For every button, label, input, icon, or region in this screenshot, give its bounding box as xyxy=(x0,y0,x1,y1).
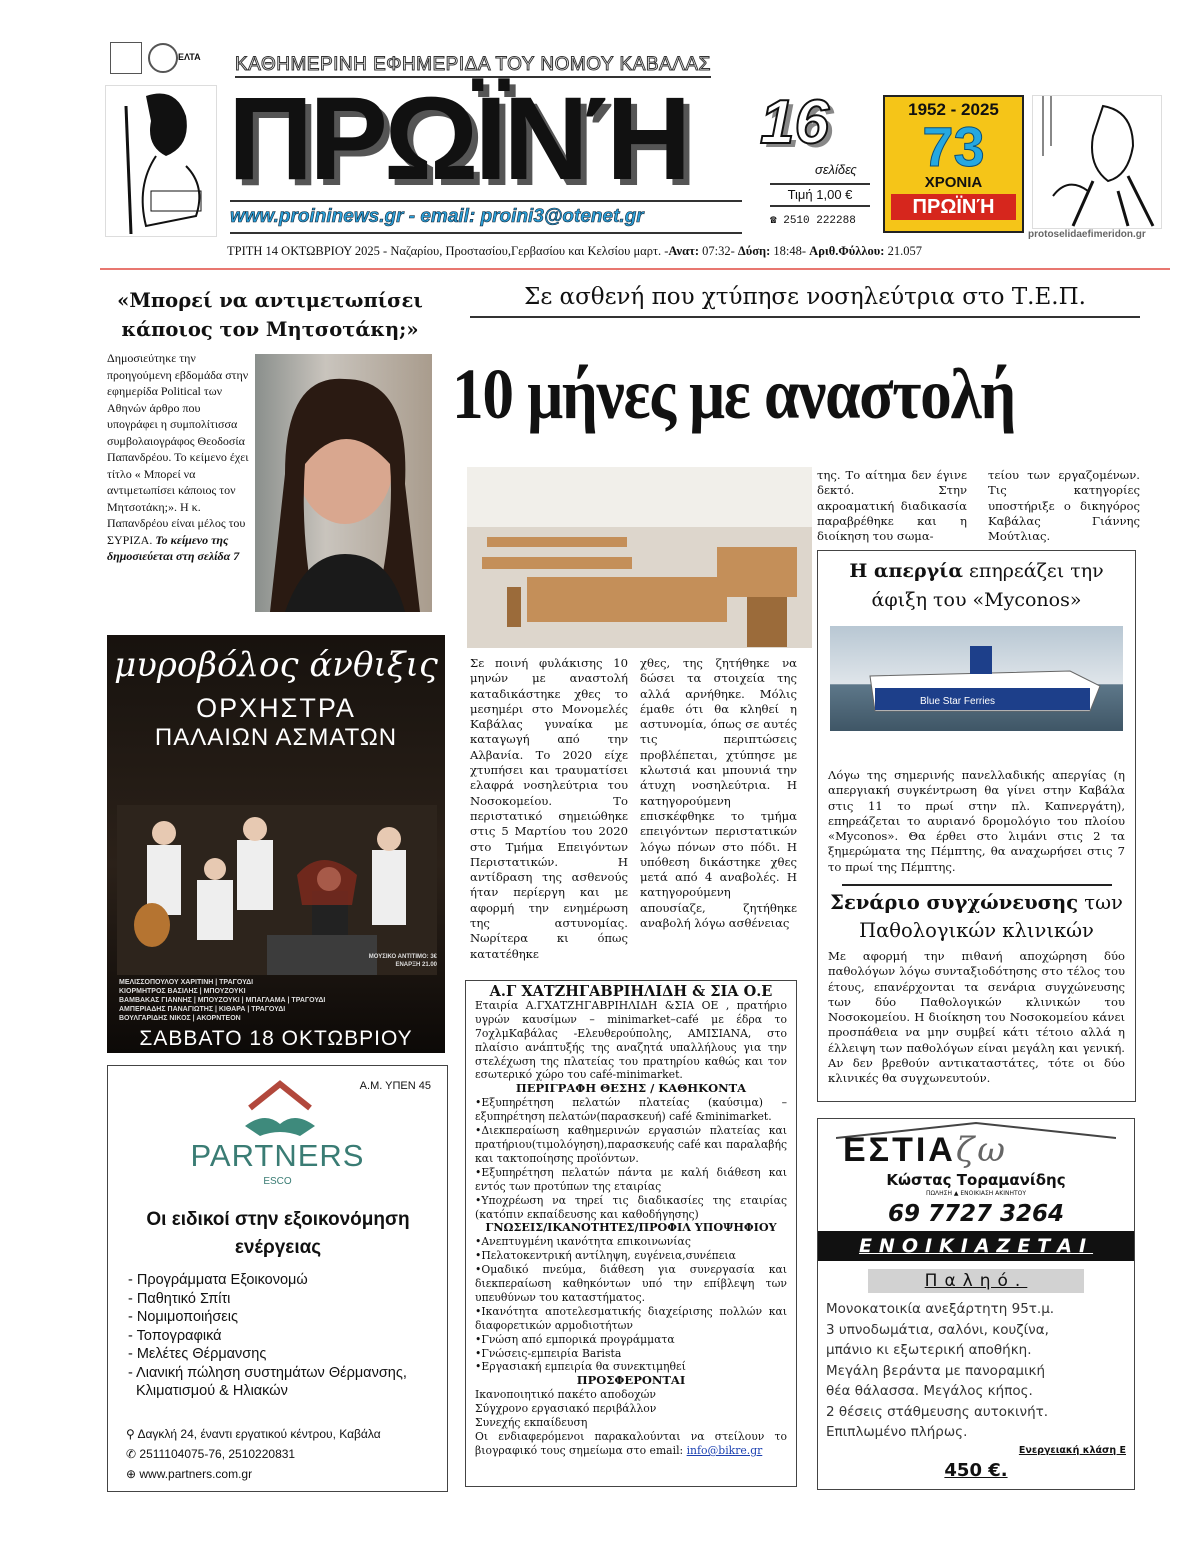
ferry-label: Blue Star Ferries xyxy=(920,696,996,707)
anniversary-number: 73 xyxy=(922,115,985,178)
dateline xyxy=(227,243,922,259)
member: ΚΙΟΡΜΗΤΡΟΣ ΒΑΣΙΛΗΣ | ΜΠΟΥΖΟΥΚΙ xyxy=(119,988,246,995)
merger-title-rest: των Παθολογικών κλινικών xyxy=(859,891,1123,942)
phones: 2511104075-76, 2510220831 xyxy=(139,1447,296,1461)
partners-brand-sub: ESCO xyxy=(263,1176,292,1187)
sunrise-label: Ανατ: xyxy=(668,244,699,258)
courtroom-image-icon xyxy=(467,467,812,648)
job-ad xyxy=(465,980,797,1487)
closing-text: Οι ενδιαφερόμενοι παρακαλούνται να στείλουν το βιογραφικό τους σημείωμα στο email: xyxy=(475,1430,787,1457)
price: Τιμή 1,00 € xyxy=(770,183,870,207)
duty-item: •Εξυπηρέτηση πελατών πάντα με καλή διάθεση και εντός των προτύπων της εταιρίας xyxy=(475,1165,787,1193)
left-article-body xyxy=(107,350,252,565)
description-line: 3 υπνοδωμάτια, σαλόνι, κουζίνα, xyxy=(826,1321,1049,1338)
job-ad-intro: Εταιρία Α.ΓΧΑΤΖΗΓΑΒΡΙΗΛΙΔΗ &ΣΙΑ ΟΕ , πρατήριο υγρών καυσίμων – minimarket–café με έδρα το 7οχλμΚαβάλας -Ελευθερούπολης, ΑΜΙΣΙΑΝΑ, στο πλαίσιο ανάπτυξής της αναζητά υπαλλήλους για την στελέχωση της πλατείας του πρατηρίου καθώς και τον εσωτερικό χώρο του café-minimarket. xyxy=(475,998,787,1082)
services-list xyxy=(128,1271,438,1401)
concert-ad xyxy=(107,635,445,1053)
website-link[interactable]: www.partners.com.gr xyxy=(139,1467,253,1481)
strike-article-box xyxy=(817,550,1136,1102)
skill-item: •Πελατοκεντρική αντίληψη, ευγένεια,συνέπεια xyxy=(475,1249,736,1263)
article-divider xyxy=(842,884,1112,886)
skills-title: ΓΝΩΣΕΙΣ/ΙΚΑΝΟΤΗΤΕΣ/ΠΡΟΦΙΛ ΥΠΟΨΗΦΙΟΥ xyxy=(485,1220,777,1235)
band-members xyxy=(119,978,325,1023)
strike-title-rest: επηρεάζει την άφιξη του «Myconos» xyxy=(871,560,1104,611)
offer-item: Σύγχρονο εργασιακό περιβάλλον xyxy=(475,1402,657,1416)
skill-item: •Εργασιακή εμπειρία θα συνεκτιμηθεί xyxy=(475,1360,686,1374)
main-article-kicker: Σε ασθενή που χτύπησε νοσηλεύτρια στο Τ.Ε.Π. xyxy=(470,284,1140,318)
sunset-time: 18:48- xyxy=(770,244,810,258)
merger-body: Με αφορμή την πιθανή αποχώρηση δύο παθολόγων λόγω συνταξιοδότησης στο τέλος του έτους, επανέρχονται τα σενάρια συγχώνευσης των δύο Παθολογικών κλινικών του Νοσοκομείου. Η διοίκηση του Νοσοκομείου κάνει προσπάθεια να μην συμβεί κάτι τέτοιο αλλά η έλλειψη των παθολόγων είναι μεγάλη και γενική. Αν δεν βρεθούν αντικαταστάτες, τότε οι δύο κλινικές θα συγχωνευτούν. xyxy=(828,949,1125,1086)
service-item: - Προγράμματα Εξοικονομώ xyxy=(128,1272,308,1288)
description-line: Μεγάλη βεράντα με πανοραμική xyxy=(826,1362,1046,1379)
address: Δαγκλή 24, έναντι εργατικού κέντρου, Καβάλα xyxy=(137,1427,381,1441)
rent-price: 450 €. xyxy=(944,1460,1008,1481)
offers-title: ΠΡΟΣΦΕΡΟΝΤΑΙ xyxy=(576,1373,686,1388)
duty-item: •Υποχρέωση να τηρεί τις διαδικασίες της εταιρίας (κατόπιν εκπαίδευσης και καθοδήγησης) xyxy=(475,1193,787,1221)
left-article-text: Δημοσιεύτηκε την προηγούμενη εβδομάδα στην εφημερίδα Political των Αθηνών άρθρο που υπογράφει η συμπολίτισσα συμβολαιογράφος Θεοδοσία Παπανδρέου. Το κείμενο έχει τίτλο « Μπορεί να αντιμετωπίσει κάποιος τον Μητσοτάκη;». Η κ. Παπανδρέου είναι μέλος του ΣΥΡΙΖΑ. xyxy=(107,351,249,547)
anniversary-brand: ΠΡΩΪΝΉ xyxy=(891,194,1016,220)
globe-icon: ⊕ xyxy=(126,1467,140,1481)
seal-icon xyxy=(148,43,178,73)
sunset-label: Δύση: xyxy=(737,244,771,258)
offer-item: Ικανοποιητικό πακέτο αποδοχών xyxy=(475,1388,656,1402)
partners-contact xyxy=(126,1424,381,1484)
caricature-right xyxy=(1032,95,1162,229)
ferry-image-icon xyxy=(830,626,1123,731)
handshake-house-logo-icon xyxy=(240,1076,320,1138)
elta-logo: ΕΛΤΑ xyxy=(178,52,201,62)
header-divider xyxy=(100,268,1170,270)
duties-title: ΠΕΡΙΓΡΑΦΗ ΘΕΣΗΣ / ΚΑΘΗΚΟΝΤΑ xyxy=(515,1081,747,1096)
website-email-line[interactable]: www.proininews.gr - email: proini3@otenet.gr xyxy=(230,200,742,234)
sunrise-time: 07:32- xyxy=(699,244,738,258)
partners-ad xyxy=(107,1065,448,1492)
band-photo xyxy=(117,805,437,975)
job-ad-title: Α.Γ ΧΑΤΖΗΓΑΒΡΙΗΛΙΔΗ & ΣΙΑ Ο.Ε xyxy=(489,983,773,1000)
main-article-headline: 10 μήνες με αναστολή xyxy=(452,354,1015,434)
left-article-note: Το κείμενο της δημοσιεύεται στη σελίδα 7 xyxy=(107,532,240,563)
for-rent-banner: ΕΝΟΙΚΙΑΖΕΤΑΙ xyxy=(818,1231,1134,1261)
anniversary-years: 1952 - 2025 xyxy=(908,100,999,119)
member: ΒΟΥΛΓΑΡΙΔΗΣ ΝΙΚΟΣ | ΑΚΟΡΝΤΕΟΝ xyxy=(119,1015,241,1022)
left-article-title: «Μπορεί να αντιμετωπίσει κάποιος τον Μητσοτάκη;» xyxy=(117,289,423,341)
phone-row xyxy=(126,1444,381,1464)
description-line: θέα θάλασσα. Μεγάλος κήπος. xyxy=(826,1383,1033,1399)
duty-item: •Διεκπεραίωση καθημερινών εργασιών πλατείας και πρατήριου(τιμολόγηση),παρασκευής café και παραλαβής και τακτοποίησης προϊόντων. xyxy=(475,1124,787,1165)
courtroom-photo xyxy=(467,467,812,648)
real-estate-ad xyxy=(817,1118,1135,1490)
merger-title-bold: Σενάριο συγχώνευσης xyxy=(830,891,1079,914)
area-label: Παληό. xyxy=(868,1269,1084,1293)
member: ΜΕΛΙΣΣΟΠΟΥΛΟΥ ΧΑΡΙΤΙΝΗ | ΤΡΑΓΟΥΔΙ xyxy=(119,979,254,986)
concert-subtitle-2: ΠΑΛΑΙΩΝ ΑΣΜΑΤΩΝ xyxy=(154,724,398,751)
phone-icon: ✆ xyxy=(126,1447,140,1461)
concert-subtitle-1: ΟΡΧΗΣΤΡΑ xyxy=(196,693,356,723)
partners-headline: Οι ειδικοί στην εξοικονόμηση ενέργειας xyxy=(146,1209,410,1258)
description-line: 2 θέσεις στάθμευσης αυτοκινήτ. xyxy=(826,1403,1049,1420)
caricature-left xyxy=(105,85,217,237)
property-description xyxy=(826,1299,1054,1443)
anniversary-label: ΧΡΟΝΙΑ xyxy=(924,174,983,191)
service-item: - Παθητικό Σπίτι xyxy=(128,1290,231,1307)
email-link[interactable]: info@bikre.gr xyxy=(686,1443,763,1457)
portrait-image-icon xyxy=(255,354,432,612)
main-article-col-3: της. Το αίτημα δεν έγινε δεκτό. Στην ακροαματική διαδικασία παραβρέθηκε και η διοίκηση του σωμα- xyxy=(817,468,967,544)
estia-phone: 69 7727 3264 xyxy=(887,1201,1065,1227)
watermark: protoselidaefimeridon.gr xyxy=(1028,229,1146,240)
estia-tagline: ΠΩΛΗΣΗ ▲ ΕΝΟΙΚΙΑΣΗ ΑΚΙΝΗΤΟΥ xyxy=(925,1190,1027,1197)
energy-class: Ενεργειακή κλάση Ε xyxy=(1018,1445,1126,1456)
web-row xyxy=(126,1464,381,1484)
description-line: Μονοκατοικία ανεξάρτητη 95τ.μ. xyxy=(826,1301,1055,1317)
offer-item: Συνεχής εκπαίδευση xyxy=(475,1416,588,1430)
portrait-photo xyxy=(255,354,432,612)
ticket-price: ΜΟΥΣΙΚΟ ΑΝΤΙΤΙΜΟ: 3€ xyxy=(368,954,437,960)
phone: ☎ 2510 222288 xyxy=(770,215,856,227)
caricature-drawing-icon xyxy=(1033,96,1161,228)
address-row xyxy=(126,1424,381,1444)
skill-item: •Γνώση από εμπορικά προγράμματα xyxy=(475,1332,675,1346)
page-count: 16 xyxy=(760,88,829,157)
estia-brand-text: ΕΣΤΙΑ xyxy=(843,1131,956,1169)
newspaper-tagline: ΚΑΘΗΜΕΡΙΝΗ ΕΦΗΜΕΡΙΔΑ ΤΟΥ ΝΟΜΟΥ ΚΑΒΑΛΑΣ xyxy=(235,54,711,78)
issue-label: Αριθ.Φύλλου: xyxy=(809,244,885,258)
service-item: - Λιανική πώληση συστημάτων Θέρμανσης, Κλιματισμού & Ηλιακών xyxy=(128,1364,407,1399)
skill-item: •Ικανότητα αποτελεσματικής διαχείρισης πολλών και διαφορετικών αρμοδιοτήτων xyxy=(475,1304,787,1332)
main-article-col-2: χθες, της ζητήθηκε να δώσει τα στοιχεία της αλλά αρνήθηκε. Μόλις έμαθε ότι θα κληθεί η αστυνομία, όπως σε αυτές τις περιπτώσεις προβλέπεται, χτύπησε με κλωτσιά και μπουνιά την άτυχη νοσηλεύτρια. Η κατηγορούμενη επισκέφθηκε το τμήμα επειγόντων περιστατικών λόγω πόνων στο πόδι. Η υπόθεση δικάστηκε χθες μετά από 4 αναβολές. Η κατηγορούμενη απουσίαζε, ζητήθηκε αναβολή λόγω ασθένειας xyxy=(640,656,797,931)
strike-title xyxy=(830,557,1123,615)
date-and-saints: ΤΡΙΤΗ 14 ΟΚΤΩΒΡΙΟΥ 2025 - Ναζαρίου, Προστασίου,Γερβασίου και Κελσίου μαρτ. - xyxy=(227,244,669,258)
masthead-title: ΠΡΩΪΝΉ xyxy=(228,78,688,200)
ferry-photo xyxy=(830,626,1123,731)
anniversary-badge xyxy=(883,95,1024,233)
member: ΒΑΜΒΑΚΑΣ ΓΙΑΝΝΗΣ | ΜΠΟΥΖΟΥΚΙ | ΜΠΑΓΛΑΜΑ | ΤΡΑΓΟΥΔΙ xyxy=(119,997,326,1004)
concert-date: ΣΑΒΒΑΤΟ 18 ΟΚΤΩΒΡΙΟΥ xyxy=(139,1027,413,1050)
service-item: - Μελέτες Θέρμανσης xyxy=(128,1346,267,1362)
page-count-label: σελίδες xyxy=(815,162,857,177)
strike-title-bold: Η απεργία xyxy=(849,560,963,582)
main-article-col-1: Σε ποινή φυλάκισης 10 μηνών με αναστολή καταδικάστηκε χθες το μεσημέρι στο Μονομελές Καβάλας γυναίκα με καταγωγή από την Αλβανία. Το 2020 είχε χτυπήσει και τραυματίσει ελαφρά νοσηλεύτρια του Νοσοκομείου. Το περιστατικό σημειώθηκε στις 5 Μαρτίου του 2020 στο Τμήμα Επειγόντων Περιστατικών. Η αντίδραση της ασθενούς ήταν περίεργη και με αφορμή την ενημέρωση της αστυνομίας. Νωρίτερα κι όπως κατατέθηκε xyxy=(470,656,628,961)
service-item: - Τοπογραφικά xyxy=(128,1327,222,1344)
caricature-drawing-icon xyxy=(106,86,216,236)
service-item: - Νομιμοποιήσεις xyxy=(128,1309,238,1325)
estia-brand-script: ζω xyxy=(955,1130,1009,1170)
skill-item: •Ομαδικό πνεύμα, διάθεση για συνεργασία και διεκπεραίωση καθηκόντων υπό την επίβλεψη των υπευθύνων του καταστήματος. xyxy=(475,1263,787,1304)
location-pin-icon: ⚲ xyxy=(126,1427,138,1441)
main-article-col-4: τείου των εργαζομένων. Τις κατηγορίες υποστήριξε ο δικηγόρος Καβάλας Γιάννης Μούτλιας. xyxy=(988,468,1140,544)
duty-item: •Εξυπηρέτηση πελατών πλατείας (καύσιμα) – εξυπηρέτηση πελατών(παρασκευή) café &minimarket. xyxy=(475,1096,787,1124)
strike-body: Λόγω της σημερινής πανελλαδικής απεργίας (η απεργιακή συγκέντρωση θα γίνει στην Καβάλα στις 11 το πρωί στην πλ. Καπνεργάτη), επηρεάζεται το αυριανό δρομολόγιο του πλοίου «Myconos». Θα έρθει στο λιμάνι στις 2 τα ξημερώματα της Πέμπτης, θα αναχωρήσει στις 7 το πρωί της Πέμπτης. xyxy=(828,768,1125,874)
description-line: μπάνιο κι εξωτερική αποθήκη. xyxy=(826,1342,1032,1358)
postal-stamp-icon xyxy=(110,42,142,74)
estia-owner: Κώστας Τοραμανίδης xyxy=(886,1171,1066,1189)
job-ad-closing xyxy=(475,1430,787,1458)
partners-brand: PARTNERS xyxy=(190,1138,365,1173)
concert-title: μυροβόλος άνθιξις xyxy=(114,645,438,685)
issue-number: 21.057 xyxy=(884,244,922,258)
description-line: Επιπλωμένο πλήρως. xyxy=(826,1424,968,1440)
merger-title xyxy=(824,889,1129,945)
concert-info xyxy=(369,953,437,969)
start-time: ΕΝΑΡΞΗ 21.00 xyxy=(395,962,437,968)
estia-brand xyxy=(843,1131,1008,1169)
license-number: Α.Μ. ΥΠΕΝ 45 xyxy=(359,1080,431,1092)
skill-item: •Ανεπτυγμένη ικανότητα επικοινωνίας xyxy=(475,1235,691,1249)
member: ΑΜΠΕΡΙΑΔΗΣ ΠΑΝΑΓΙΩΤΗΣ | ΚΙΘΑΡΑ | ΤΡΑΓΟΥΔΙ xyxy=(119,1006,286,1013)
skill-item: •Γνώσεις-εμπειρία Barista xyxy=(475,1346,622,1360)
